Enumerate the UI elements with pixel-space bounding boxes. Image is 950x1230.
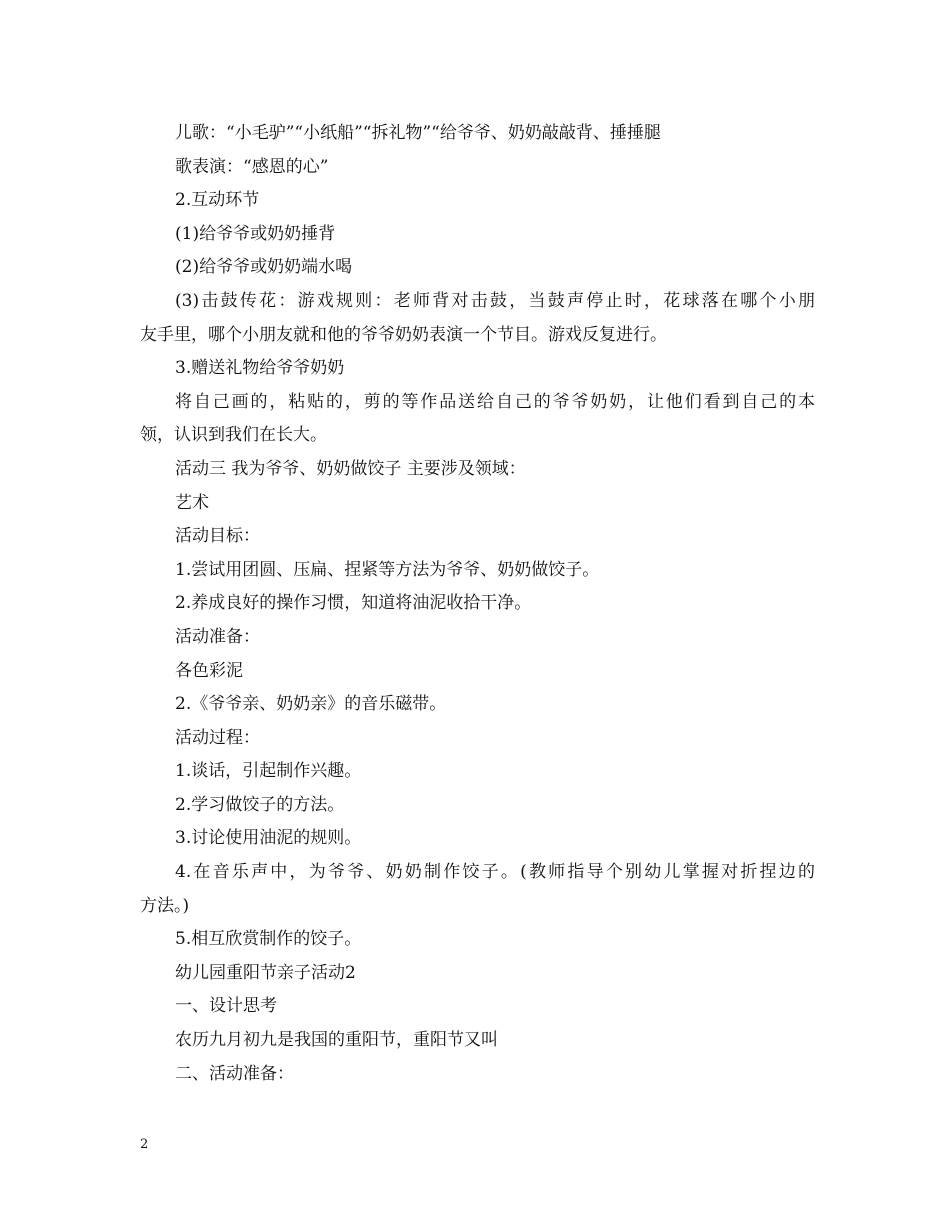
text-line: 农历九月初九是我国的重阳节，重阳节又叫 bbox=[175, 1030, 498, 1051]
text-line: 方法。) bbox=[140, 895, 190, 916]
text-line: 活动过程： bbox=[175, 727, 260, 748]
document-body bbox=[140, 117, 815, 1091]
text-line: 5.相互欣赏制作的饺子。 bbox=[175, 929, 362, 950]
text-line: 3.赠送礼物给爷爷奶奶 bbox=[175, 358, 345, 379]
text-line: 艺术 bbox=[175, 492, 209, 513]
text-line: 一、设计思考 bbox=[175, 996, 277, 1017]
page-number: 2 bbox=[140, 1137, 149, 1152]
text-line: 1.谈话，引起制作兴趣。 bbox=[175, 761, 362, 782]
text-line: 领，认识到我们在长大。 bbox=[140, 425, 327, 446]
text-line: 二、活动准备： bbox=[175, 1063, 294, 1084]
text-line: 活动目标： bbox=[175, 526, 260, 547]
text-line: 2.养成良好的操作习惯，知道将油泥收拾干净。 bbox=[175, 593, 532, 614]
text-line: (3)击鼓传花：游戏规则：老师背对击鼓，当鼓声停止时，花球落在哪个小朋 bbox=[175, 290, 815, 311]
text-line: 儿歌：“小毛驴”“小纸船”“拆礼物”“给爷爷、奶奶敲敲背、捶捶腿 bbox=[175, 123, 661, 143]
text-line: 活动三 我为爷爷、奶奶做饺子 主要涉及领域： bbox=[175, 458, 526, 479]
text-line: 活动准备： bbox=[175, 626, 260, 647]
text-line: 1.尝试用团圆、压扁、捏紧等方法为爷爷、奶奶做饺子。 bbox=[175, 559, 600, 580]
text-line: 将自己画的，粘贴的，剪的等作品送给自己的爷爷奶奶，让他们看到自己的本 bbox=[175, 391, 815, 412]
text-line: 友手里，哪个小朋友就和他的爷爷奶奶表演一个节目。游戏反复进行。 bbox=[140, 324, 667, 345]
text-line: 4.在音乐声中，为爷爷、奶奶制作饺子。(教师指导个别幼儿掌握对折捏边的 bbox=[175, 862, 815, 883]
text-line: 各色彩泥 bbox=[175, 660, 243, 681]
text-line: 幼儿园重阳节亲子活动2 bbox=[175, 962, 356, 983]
text-line: 2.学习做饺子的方法。 bbox=[175, 794, 345, 815]
text-line: (1)给爷爷或奶奶捶背 bbox=[175, 223, 336, 244]
text-line: (2)给爷爷或奶奶端水喝 bbox=[175, 257, 353, 278]
text-line: 歌表演：“感恩的心” bbox=[175, 156, 329, 177]
text-line: 3.讨论使用油泥的规则。 bbox=[175, 828, 362, 849]
text-line: 2.《爷爷亲、奶奶亲》的音乐磁带。 bbox=[175, 694, 447, 715]
text-line: 2.互动环节 bbox=[175, 190, 260, 211]
